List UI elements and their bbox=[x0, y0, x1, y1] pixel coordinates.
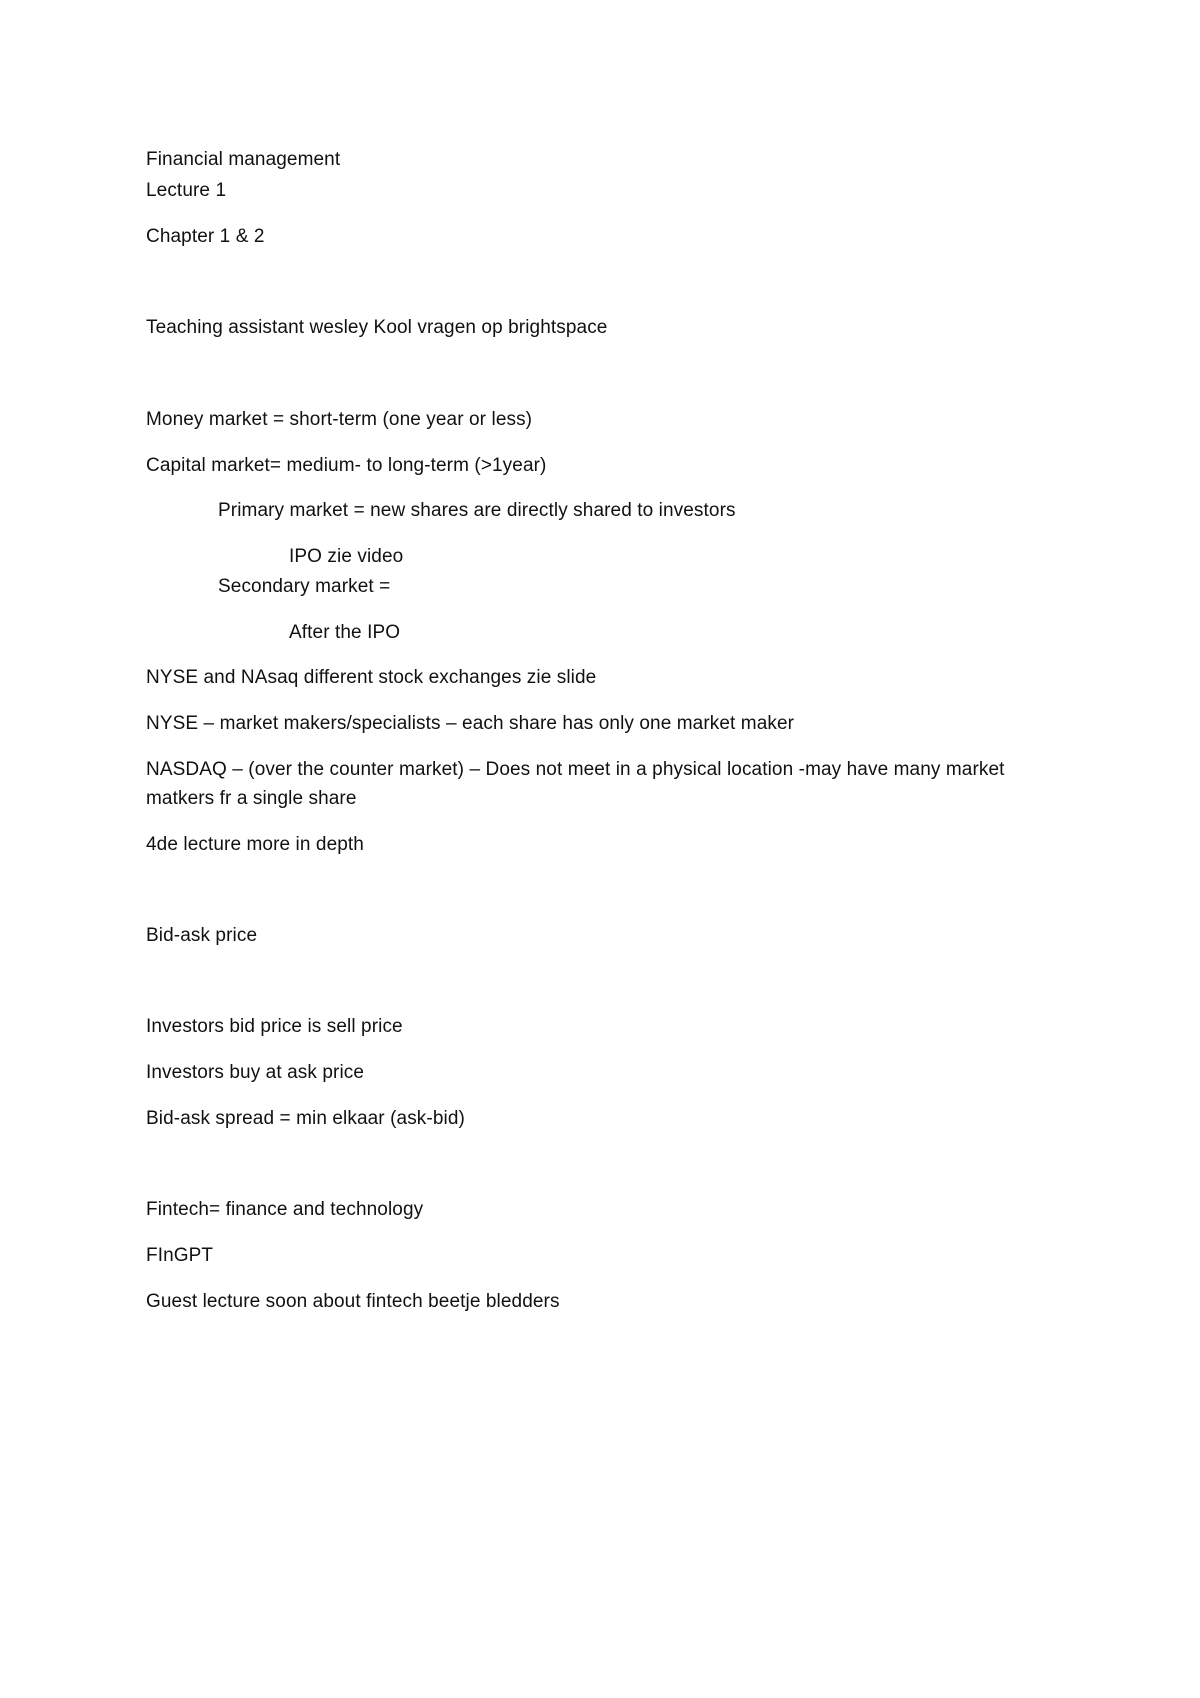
investors-buy-line: Investors buy at ask price bbox=[146, 1062, 365, 1083]
chapter-label: Chapter 1 & 2 bbox=[146, 226, 265, 247]
fingpt-line: FInGPT bbox=[146, 1245, 214, 1266]
capital-market-line: Capital market= medium- to long-term (>1year) bbox=[146, 455, 547, 476]
guest-lecture-line: Guest lecture soon about fintech beetje bledders bbox=[146, 1291, 560, 1312]
after-ipo-line: After the IPO bbox=[289, 622, 401, 643]
investors-bid-line: Investors bid price is sell price bbox=[146, 1016, 403, 1037]
nasdaq-line: NASDAQ – (over the counter market) – Does not meet in a physical location -may have many market matkers fr a single share bbox=[146, 759, 1005, 809]
fourth-lecture-line: 4de lecture more in depth bbox=[146, 834, 364, 855]
money-market-line: Money market = short-term (one year or less) bbox=[146, 409, 533, 430]
bid-ask-price-heading: Bid-ask price bbox=[146, 925, 258, 946]
lecture-label: Lecture 1 bbox=[146, 180, 227, 201]
fintech-line: Fintech= finance and technology bbox=[146, 1199, 424, 1220]
ipo-video-line: IPO zie video bbox=[289, 546, 404, 567]
bid-ask-spread-line: Bid-ask spread = min elkaar (ask-bid) bbox=[146, 1108, 465, 1129]
document-title: Financial management bbox=[146, 149, 341, 170]
teaching-assistant-line: Teaching assistant wesley Kool vragen op brightspace bbox=[146, 317, 608, 338]
nyse-market-makers-line: NYSE – market makers/specialists – each share has only one market maker bbox=[146, 713, 795, 734]
primary-market-line: Primary market = new shares are directly shared to investors bbox=[218, 500, 736, 521]
secondary-market-line: Secondary market = bbox=[218, 576, 391, 597]
nyse-nasaq-line: NYSE and NAsaq different stock exchanges zie slide bbox=[146, 667, 597, 688]
